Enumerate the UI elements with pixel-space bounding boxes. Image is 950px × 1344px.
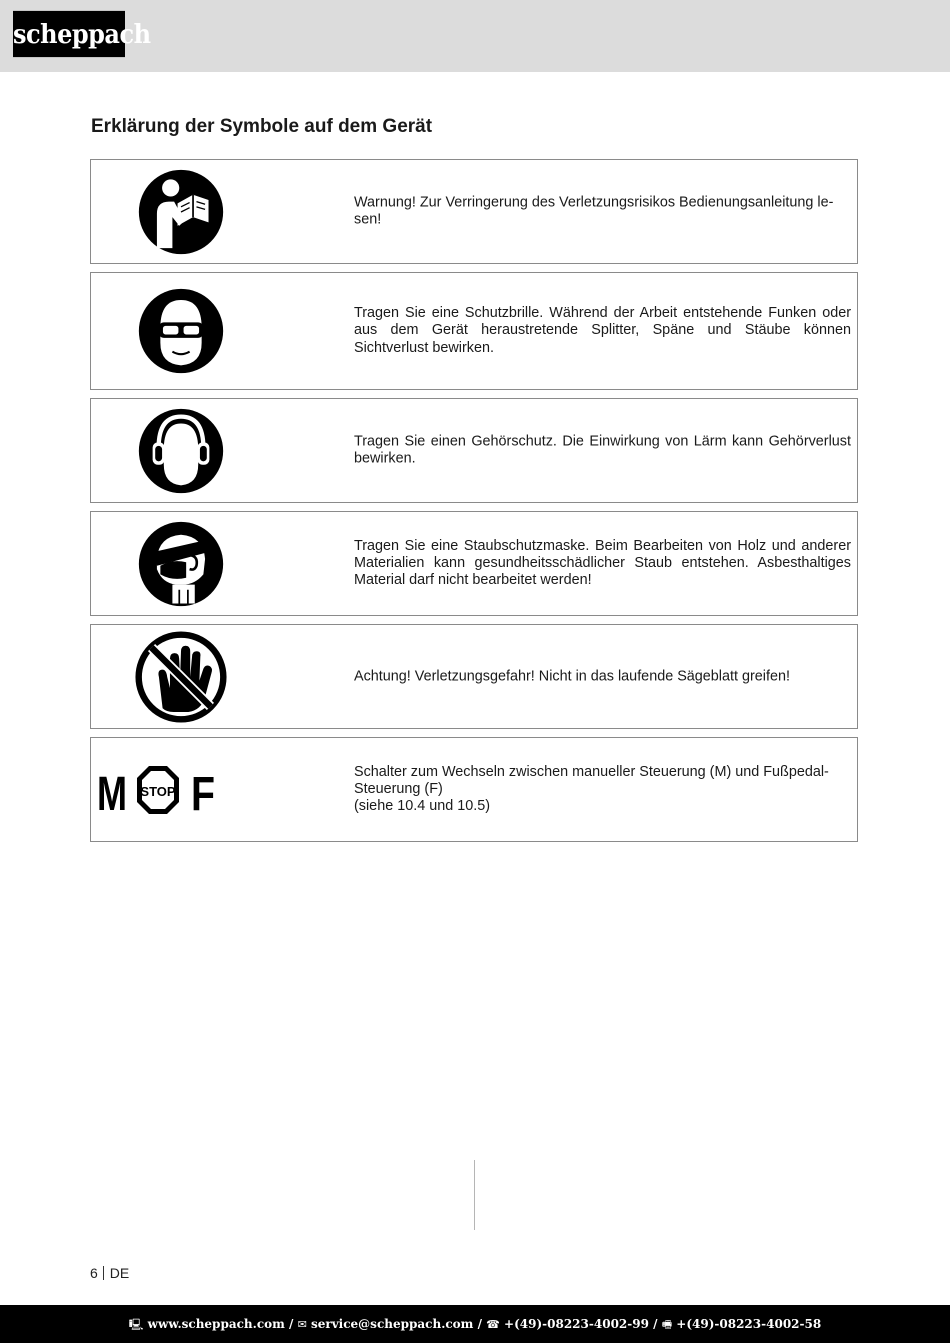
fax-icon: 🖷: [661, 1318, 673, 1331]
footer-bar: [0, 1305, 950, 1343]
symbol-description: Tragen Sie eine Schutzbrille. Während der Arbeit entstehende Funken oder aus dem Gerät heraustretende Splitter, Späne und Stäube können Sichtverlust bewirken.: [354, 304, 851, 356]
footer-phone: +(49)-08223-4002-99: [504, 1317, 649, 1331]
symbol-row-safety-goggles: [90, 272, 858, 390]
ear-protection-icon: [111, 406, 251, 496]
footer-website[interactable]: www.scheppach.com: [147, 1317, 285, 1331]
page-title: Erklärung der Symbole auf dem Gerät: [91, 116, 433, 137]
page-number: [90, 1265, 129, 1281]
footer-fax: +(49)-08223-4002-58: [676, 1317, 822, 1331]
manual-mode-label: M: [97, 767, 127, 818]
mode-switch-icon: [97, 745, 223, 835]
page-number-value: 6: [90, 1265, 98, 1281]
symbol-description: Tragen Sie einen Gehörschutz. Die Einwirkung von Lärm kann Gehörverlust bewirken.: [354, 433, 851, 467]
footer-separator: /: [653, 1317, 658, 1331]
scheppach-logo: scheppach: [13, 11, 125, 57]
phone-icon: ☎: [486, 1318, 500, 1331]
footer-separator: /: [477, 1317, 482, 1331]
symbol-description: Tragen Sie eine Staubschutzmaske. Beim Bearbeiten von Holz und anderer Materialien kann gesundheitsschädlicher Staub entstehen. Asbesthaltiges Material darf nicht bearbeitet werden!: [354, 537, 851, 589]
symbol-row-read-manual: [90, 159, 858, 264]
header-band: [0, 0, 950, 72]
page-number-separator: [103, 1266, 104, 1280]
symbol-row-ear-protection: [90, 398, 858, 503]
stop-sign-label: STOP: [140, 783, 176, 799]
symbol-description: Warnung! Zur Verringerung des Verletzungsrisikos Bedienungsanleitung le- sen!: [354, 194, 834, 228]
dust-mask-icon: [111, 519, 251, 609]
computer-icon: 🖳: [128, 1318, 144, 1331]
read-manual-icon: [111, 167, 251, 257]
no-hands-icon: [111, 632, 251, 722]
page-language: DE: [109, 1265, 130, 1281]
symbol-row-mode-switch: [90, 737, 858, 842]
envelope-icon: ✉: [297, 1318, 307, 1331]
foot-pedal-mode-label: F: [191, 767, 215, 818]
symbol-row-dust-mask: [90, 511, 858, 616]
vertical-divider: [474, 1160, 475, 1230]
safety-goggles-icon: [111, 286, 251, 376]
symbol-row-no-hands: [90, 624, 858, 729]
symbol-description: Achtung! Verletzungsgefahr! Nicht in das laufende Sägeblatt greifen!: [354, 667, 791, 684]
footer-email[interactable]: service@scheppach.com: [311, 1317, 474, 1331]
footer-separator: /: [289, 1317, 294, 1331]
symbol-description: Schalter zum Wechseln zwischen manueller Steuerung (M) und Fußpedal- Steuerung (F) (siehe 10.4 und 10.5): [354, 763, 829, 815]
